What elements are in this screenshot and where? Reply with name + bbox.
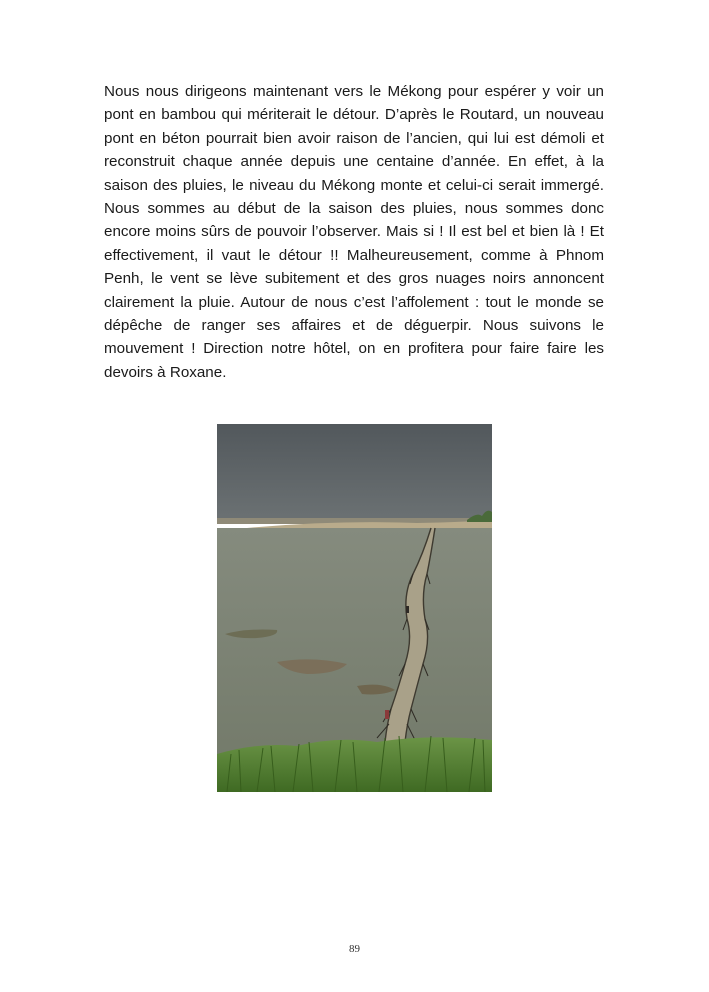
- sky: [217, 424, 492, 520]
- person-2: [385, 710, 389, 719]
- page-number: 89: [349, 943, 360, 955]
- bamboo-bridge-photo: [217, 424, 492, 792]
- person-1: [406, 606, 409, 613]
- river: [217, 528, 492, 758]
- body-text: [104, 80, 604, 384]
- paragraph: Nous nous dirigeons maintenant vers le Mékong pour espérer y voir un pont en bambou qui mériterait le détour. D’après le Routard, un nouveau pont en béton pourrait bien avoir raison de l’ancien, qui lui est démoli et reconstruit chaque année depuis une centaine d’année. En effet, à la saison des pluies, le niveau du Mékong monte et celui-ci serait immergé. Nous sommes au début de la saison des pluies, nous sommes donc encore moins sûrs de pouvoir l’observer. Mais si ! Il est bel et bien là ! Et effectivement, il vaut le détour !! Malheureusement, comme à Phnom Penh, le vent se lève subitement et des gros nuages noirs annoncent clairement la pluie. Autour de nous c’est l’affolement : tout le monde se dépêche de ranger ses affaires et de déguerpir. Nous suivons le mouvement ! Direction notre hôtel, on en profitera pour faire faire les devoirs à Roxane.: [104, 83, 604, 381]
